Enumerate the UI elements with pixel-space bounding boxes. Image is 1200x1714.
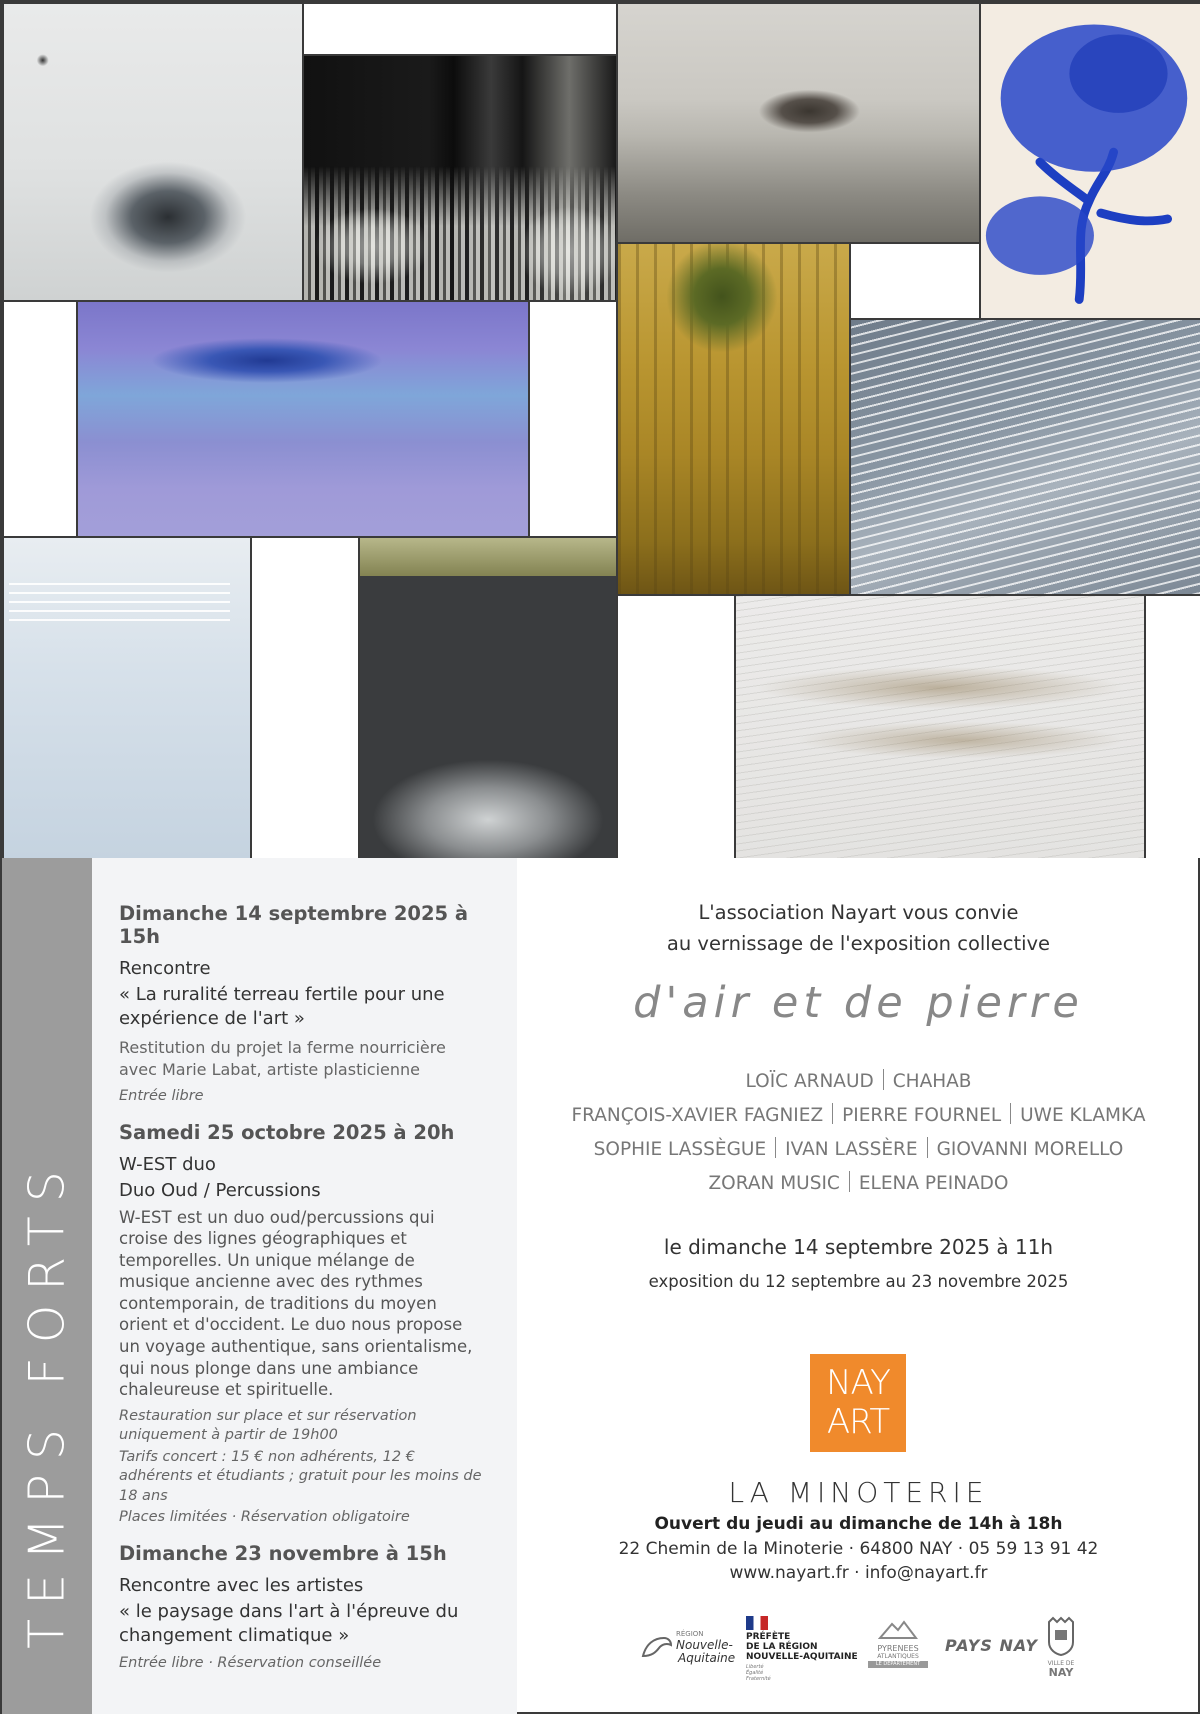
event-body: W-EST est un duo oud/percussions qui croise des lignes géographiques et temporelles. Un unique mélange de musique ancienne avec des rythmes contemporain, de traditions du moyen orient et d'occident. Le duo nous propose un voyage authentique, sans orientalisme, qui nous plonge dans une ambiance chaleureuse et spirituelle. — [119, 1207, 473, 1400]
logo-pyrenees-atlantiques — [868, 1618, 928, 1668]
event-kind: Rencontre — [119, 958, 211, 979]
artist-name: ZORAN MUSIC — [708, 1173, 840, 1194]
event-note: Entrée libre · Réservation conseillée — [119, 1654, 382, 1671]
coat-of-arms-icon — [1046, 1616, 1076, 1656]
artwork-white-textured-relief — [734, 594, 1146, 860]
mosaic-blank — [616, 594, 736, 860]
sponsor-text: NOUVELLE-AQUITAINE — [746, 1652, 858, 1662]
artwork-golden-forest-photo — [616, 242, 851, 596]
event-kind: W-EST duo — [119, 1153, 216, 1175]
artwork-blue-tree — [979, 2, 1200, 320]
separator — [883, 1069, 884, 1090]
mosaic-blank — [1144, 594, 1200, 860]
flag-icon — [746, 1616, 768, 1630]
sidebar-label: TEMPS FORTS — [18, 1157, 76, 1649]
sponsor-text: DE LA RÉGION — [746, 1642, 818, 1652]
logo-line: NAY — [826, 1363, 890, 1403]
mosaic-blank — [302, 2, 618, 56]
region-lion-icon — [640, 1632, 674, 1662]
invitation-panel — [517, 858, 1200, 1714]
artist-name: UWE KLAMKA — [1020, 1105, 1146, 1126]
artist-name: GIOVANNI MORELLO — [936, 1139, 1124, 1160]
separator — [832, 1103, 833, 1124]
artwork-sepia-rock-landscape — [616, 2, 981, 244]
vernissage-date: le dimanche 14 septembre 2025 à 11h — [663, 1235, 1054, 1259]
artists-row — [517, 1103, 1200, 1126]
event-1 — [119, 902, 487, 1107]
event-title: Duo Oud / Percussions — [119, 1179, 321, 1201]
mountain-icon — [878, 1618, 918, 1640]
sponsor-logos — [517, 1616, 1200, 1696]
artwork-grey-ink-landscape — [2, 2, 304, 302]
sponsor-text: ATLANTIQUES — [877, 1653, 919, 1660]
artists-row — [517, 1069, 1200, 1092]
separator — [927, 1137, 928, 1158]
event-note: Restauration sur place et sur réservation uniquement à partir de 19h00 — [119, 1407, 417, 1444]
opening-hours: Ouvert du jeudi au dimanche de 14h à 18h — [654, 1514, 1063, 1534]
event-date: Dimanche 23 novembre à 15h — [119, 1541, 447, 1565]
sponsor-text: PRÉFÈTE — [746, 1632, 791, 1642]
event-date: Dimanche 14 septembre 2025 à 15h — [119, 902, 469, 948]
artists-row — [517, 1137, 1200, 1160]
event-note: Entrée libre — [119, 1088, 204, 1104]
mosaic-blank — [849, 242, 981, 320]
mosaic-blank — [2, 300, 78, 538]
nayart-logo — [810, 1354, 906, 1452]
artwork-grey-white-strokes — [849, 318, 1200, 596]
sponsor-text: PYRENEES — [877, 1644, 919, 1653]
venue-address: 22 Chemin de la Minoterie · 64800 NAY · 05 59 13 91 42 — [618, 1539, 1099, 1559]
logo-ville-de-nay — [1044, 1616, 1078, 1678]
event-2 — [119, 1121, 487, 1528]
event-title: « La ruralité terreau fertile pour une expérience de l'art » — [119, 984, 445, 1029]
exhibition-dates: exposition du 12 septembre au 23 novembre 2025 — [648, 1272, 1069, 1291]
blue-tree-drawing — [981, 4, 1200, 318]
info-section — [0, 858, 1200, 1714]
event-note: Tarifs concert : 15 € non adhérents, 12 € adhérents et étudiants ; gratuit pour les moins de 18 ans — [119, 1448, 482, 1504]
sidebar-strip — [2, 858, 92, 1714]
mosaic-blank — [528, 300, 618, 538]
events-panel — [92, 858, 517, 1714]
sponsor-text: Fraternité — [746, 1676, 771, 1682]
artist-name: CHAHAB — [892, 1071, 972, 1092]
artwork-violet-seascape — [76, 300, 530, 538]
artist-name: LOÏC ARNAUD — [745, 1071, 874, 1092]
logo-pays-nay: PAYS NAY — [945, 1636, 1039, 1655]
venue-name: LA MINOTERIE — [728, 1476, 989, 1509]
sponsor-text: RÉGION — [676, 1630, 704, 1638]
sponsor-text: Aquitaine — [678, 1651, 736, 1665]
invite-line: au vernissage de l'exposition collective — [666, 932, 1051, 955]
sponsor-text: LE DÉPARTEMENT — [868, 1661, 928, 1668]
sponsor-text: NAY — [1048, 1666, 1074, 1679]
event-3 — [119, 1542, 487, 1674]
logo-line: ART — [826, 1402, 890, 1442]
event-date: Samedi 25 octobre 2025 à 20h — [119, 1120, 455, 1144]
separator — [775, 1137, 776, 1158]
artist-name: IVAN LASSÈRE — [785, 1139, 918, 1160]
sponsor-text: Nouvelle- — [676, 1638, 733, 1652]
event-note: Places limitées · Réservation obligatoire — [119, 1509, 410, 1526]
logo-prefecture — [746, 1616, 858, 1682]
separator — [1010, 1103, 1011, 1124]
sponsor-text: Égalité — [746, 1670, 764, 1676]
artwork-black-white-abstract — [302, 54, 618, 302]
event-description: Restitution du projet la ferme nourricière avec Marie Labat, artiste plasticienne — [119, 1038, 446, 1079]
artwork-pale-blue-minimal — [2, 536, 252, 860]
event-kind: Rencontre avec les artistes — [119, 1574, 364, 1596]
sponsor-text: Liberté — [746, 1664, 764, 1670]
artist-name: PIERRE FOURNEL — [842, 1105, 1002, 1126]
artwork-dark-cliff-waterfall — [358, 536, 618, 860]
event-title: « le paysage dans l'art à l'épreuve du changement climatique » — [119, 1600, 459, 1646]
exhibition-title: d'air et de pierre — [633, 978, 1084, 1028]
separator — [849, 1171, 850, 1192]
artist-name: FRANÇOIS-XAVIER FAGNIEZ — [571, 1105, 824, 1126]
mosaic-blank — [250, 536, 360, 860]
artist-name: ELENA PEINADO — [858, 1173, 1009, 1194]
invite-line: L'association Nayart vous convie — [698, 901, 1019, 924]
artists-row — [517, 1171, 1200, 1194]
venue-web-contact: www.nayart.fr · info@nayart.fr — [729, 1563, 988, 1583]
sponsor-text: VILLE DE — [1047, 1660, 1075, 1667]
artist-name: SOPHIE LASSÈGUE — [593, 1139, 767, 1160]
